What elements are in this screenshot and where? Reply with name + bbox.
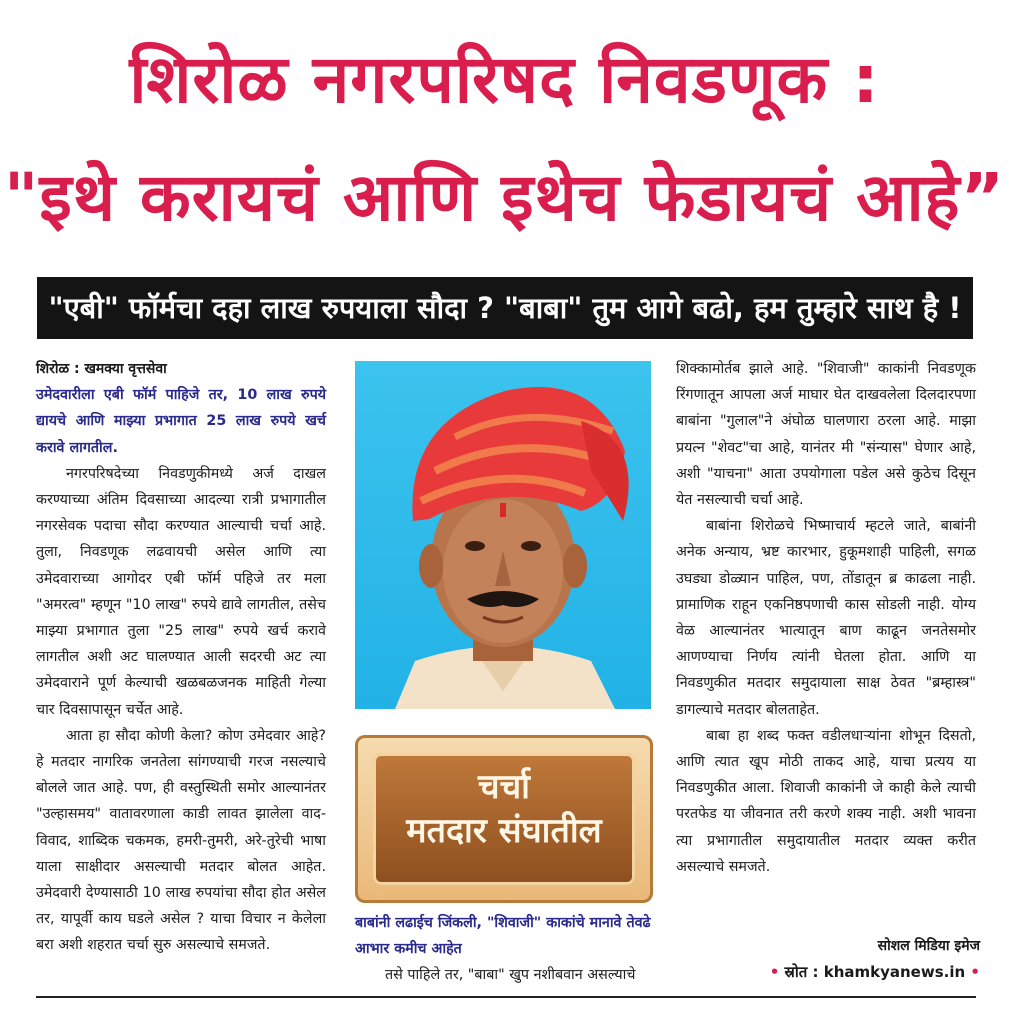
bottom-rule	[36, 996, 976, 998]
caption-body: तसे पाहिले तर, "बाबा" खुप नशीबवान असल्याचे	[385, 967, 636, 983]
badge-subtitle: मतदार संघातील	[406, 811, 602, 851]
credit-label: सोशल मिडिया इमेज	[877, 938, 980, 954]
source-prefix: स्रोत :	[784, 963, 819, 981]
headline-line-2: "इथे करायचं आणि इथेच फेडायचं आहे”	[4, 159, 1005, 236]
paragraph: आता हा सौदा कोणी केला? कोण उमेदवार आहे? हे मतदार नागरिक जनतेला सांगण्याची गरज नसल्याचे बोलले जात आहे. पण, ही वस्तुस्थिती समोर आल्यानंतर "उल्हासमय" वातावरणाला काडी लावत झालेला वाद-विवाद, शाब्दिक चकमक, हमरी-तुमरी, अरे-तुरेची भाषा याला साक्षीदार असल्याची मतदार बोलत आहेत. उमेदवारी देण्यासाठी 10 लाख रुपयांचा सौदा होत असेल तर, यापूर्वी काय घडले असेल ? याचा विचार न केलेला बरा अशी शहरात चर्चा सुरु असल्याचे समजते.	[36, 727, 326, 954]
article-column-right	[676, 356, 976, 880]
caption-title: बाबांनी लढाईच जिंकली, "शिवाजी" काकांचे मानावे तेवढे आभार कमीच आहेत	[355, 915, 651, 957]
paragraph: नगरपरिषदेच्या निवडणुकीमध्ये अर्ज दाखल करण्याच्या अंतिम दिवसाच्या आदल्या रात्री प्रभागातील नगरसेवक पदाचा सौदा करण्यात आल्याची चर्चा आहे. तुला, निवडणूक लढवायची असेल आणि त्या उमेदवाराच्या आगोदर एबी फॉर्म पहिजे तर मला "अमरत्व" म्हणून "10 लाख" रुपये द्यावे लागतील, तसेच माझ्या प्रभागात तुला "25 लाख" रुपये खर्च करावे लागतील अशी अट घालण्यात आली सदरची अट त्या उमेदवाराने पूर्ण केल्याची खळबळजनक माहिती गेल्या चार दिवसापासून चर्चेत आहे.	[36, 465, 326, 718]
article-column-left	[36, 356, 326, 959]
byline: शिरोळ : खमक्या वृत्तसेवा	[36, 361, 167, 377]
source-line	[700, 962, 980, 982]
bullet-dot-icon: •	[769, 963, 780, 981]
paragraph: बाबा हा शब्द फक्त वडीलधाऱ्यांना शोभून दिसतो, आणि त्यात खूप मोठी ताकद आहे, याचा प्रत्यय या निवडणुकीत आला. शिवाजी काकांनी जे काही केले त्याची परतफेड या जीवनात तरी करणे शक्य नाही. अशी भावना त्या प्रभागातील समुदायातील मतदार व्यक्त करीत असल्याचे समजते.	[676, 727, 976, 875]
deck-text: उमेदवारीला एबी फॉर्म पाहिजे तर, 10 लाख रुपये द्यायचे आणि माझ्या प्रभागात 25 लाख रुपये खर्च करावे लागतील.	[36, 387, 326, 456]
badge-title: चर्चा	[478, 767, 530, 807]
discussion-badge	[355, 735, 653, 903]
source-site: khamkyanews.in	[823, 963, 966, 981]
politician-photo	[355, 361, 651, 709]
paragraph: शिक्कामोर्तब झाले आहे. "शिवाजी" काकांनी निवडणूक रिंगणातून आपला अर्ज माघार घेत दाखवलेला दिलदारपणा बाबांना "गुलाल"ने अंघोळ घालणारा ठरला आहे. माझा प्रयत्न "शेवट"चा आहे, यानंतर मी "संन्यास" घेणार आहे, अशी "याचना" आता उपयोगाला पडेल असे कुठेच दिसून येत नसल्याची चर्चा आहे.	[676, 361, 976, 509]
portrait-illustration	[355, 361, 651, 709]
paragraph: बाबांना शिरोळचे भिष्माचार्य म्हटले जाते, बाबांनी अनेक अन्याय, भ्रष्ट कारभार, हुकूमशाही पाहिली, सगळ उघड्या डोळ्यान पाहिल, पण, तोंडातून ब्र काढला नाही. प्रामाणिक राहून एकनिष्ठपणाची कास सोडली नाही. योग्य वेळ आल्यानंतर भात्यातून बाण काढून जनतेसमोर आणण्याचा निर्णय त्यांनी घेतला होता. आणि या निवडणुकीत मतदार समुदायाला साक्ष ठेवत "ब्रम्हास्त्र" डागल्याचे मतदार बोलताहेत.	[676, 518, 976, 718]
bullet-dot-icon: •	[970, 963, 980, 981]
headline-line-1: शिरोळ नगरपरिषद निवडणूक :	[129, 41, 880, 118]
badge-panel	[373, 753, 635, 885]
subheadline-banner: "एबी" फॉर्मचा दहा लाख रुपयाला सौदा ? "बाबा" तुम आगे बढो, हम तुम्हारे साथ है !	[37, 277, 973, 339]
